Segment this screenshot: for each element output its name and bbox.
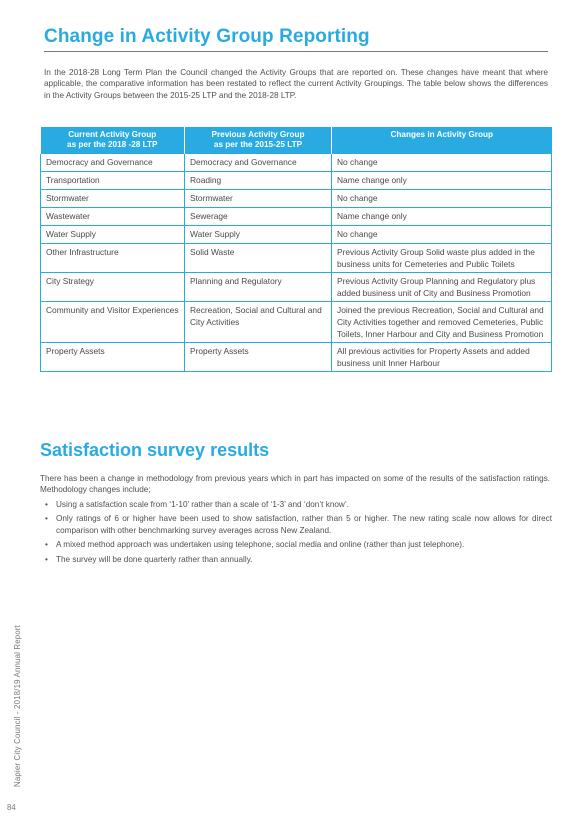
list-item-text: Only ratings of 6 or higher have been used to show satisfaction, rather than 5 or higher. The new rating scale now allows for direct comparison with other benchmarking survey averages across New Zealand. [56, 514, 552, 535]
header-current-group [41, 127, 185, 154]
cell-change: No change [332, 154, 552, 172]
cell-current: Property Assets [41, 343, 185, 372]
header-current-line2: as per the 2018 -28 LTP [67, 140, 158, 149]
cell-current: City Strategy [41, 273, 185, 302]
cell-previous: Democracy and Governance [185, 154, 332, 172]
cell-change: Name change only [332, 208, 552, 226]
cell-change: No change [332, 190, 552, 208]
list-item-text: A mixed method approach was undertaken using telephone, social media and online (rather than just telephone). [56, 540, 465, 550]
list-item [40, 554, 552, 565]
cell-change: All previous activities for Property Assets and added business unit Inner Harbour [332, 343, 552, 372]
bullet-icon: • [45, 540, 48, 550]
cell-previous: Property Assets [185, 343, 332, 372]
activity-group-table [40, 127, 552, 372]
cell-change: No change [332, 226, 552, 244]
cell-change: Joined the previous Recreation, Social and Cultural and City Activities together and removed Cemeteries, Public Toilets, Inner Harbour and City and Business Promotion [332, 302, 552, 343]
cell-current: Stormwater [41, 190, 185, 208]
page-number: 84 [7, 803, 16, 812]
cell-change: Previous Activity Group Solid waste plus added in the business units for Cemeteries and Public Toilets [332, 244, 552, 273]
header-changes-line1: Changes in Activity Group [390, 130, 493, 139]
table-header-row [41, 127, 552, 154]
table-row [41, 172, 552, 190]
list-item [40, 539, 552, 550]
cell-change: Previous Activity Group Planning and Regulatory plus added business unit of City and Business Promotion [332, 273, 552, 302]
table-row [41, 190, 552, 208]
cell-previous: Roading [185, 172, 332, 190]
cell-current: Water Supply [41, 226, 185, 244]
cell-current: Other Infrastructure [41, 244, 185, 273]
header-previous-group [185, 127, 332, 154]
cell-previous: Stormwater [185, 190, 332, 208]
table-row [41, 273, 552, 302]
list-item-text: Using a satisfaction scale from ‘1-10’ rather than a scale of ‘1-3’ and ‘don’t know’. [56, 500, 349, 509]
cell-previous: Planning and Regulatory [185, 273, 332, 302]
section-title-satisfaction: Satisfaction survey results [40, 440, 270, 460]
list-item [40, 499, 552, 510]
bullet-icon: • [45, 554, 48, 564]
cell-previous: Solid Waste [185, 244, 332, 273]
header-changes [332, 127, 552, 154]
header-previous-line1: Previous Activity Group [211, 130, 305, 139]
cell-current: Community and Visitor Experiences [41, 302, 185, 343]
cell-previous: Recreation, Social and Cultural and City Activities [185, 302, 332, 343]
cell-current: Wastewater [41, 208, 185, 226]
bullet-icon: • [45, 500, 48, 509]
table-row [41, 244, 552, 273]
cell-current: Democracy and Governance [41, 154, 185, 172]
list-item [40, 513, 552, 536]
header-current-line1: Current Activity Group [68, 130, 157, 139]
title-divider [44, 51, 548, 52]
methodology-list [40, 499, 552, 568]
cell-current: Transportation [41, 172, 185, 190]
cell-previous: Sewerage [185, 208, 332, 226]
section-title-activity-group: Change in Activity Group Reporting [44, 26, 370, 47]
table-row [41, 302, 552, 343]
table-row [41, 226, 552, 244]
header-previous-line2: as per the 2015-25 LTP [213, 140, 303, 149]
bullet-icon: • [45, 514, 48, 524]
report-sidebar-label: Napier City Council - 2018/19 Annual Report [13, 624, 22, 787]
table-row [41, 154, 552, 172]
cell-previous: Water Supply [185, 226, 332, 244]
list-item-text: The survey will be done quarterly rather than annually. [56, 554, 253, 564]
table-row [41, 208, 552, 226]
table-row [41, 343, 552, 372]
intro-paragraph: In the 2018-28 Long Term Plan the Council changed the Activity Groups that are reported on. These changes have meant that where applicable, the comparative information has been restated to reflect the current Activity Groupings. The table below shows the differences in the Activity Groups between the 2015-25 LTP and the 2018-28 LTP. [44, 68, 548, 100]
methodology-paragraph: There has been a change in methodology from previous years which in part has impacted on some of the results of the satisfaction ratings. Methodology changes include; [40, 474, 550, 495]
cell-change: Name change only [332, 172, 552, 190]
